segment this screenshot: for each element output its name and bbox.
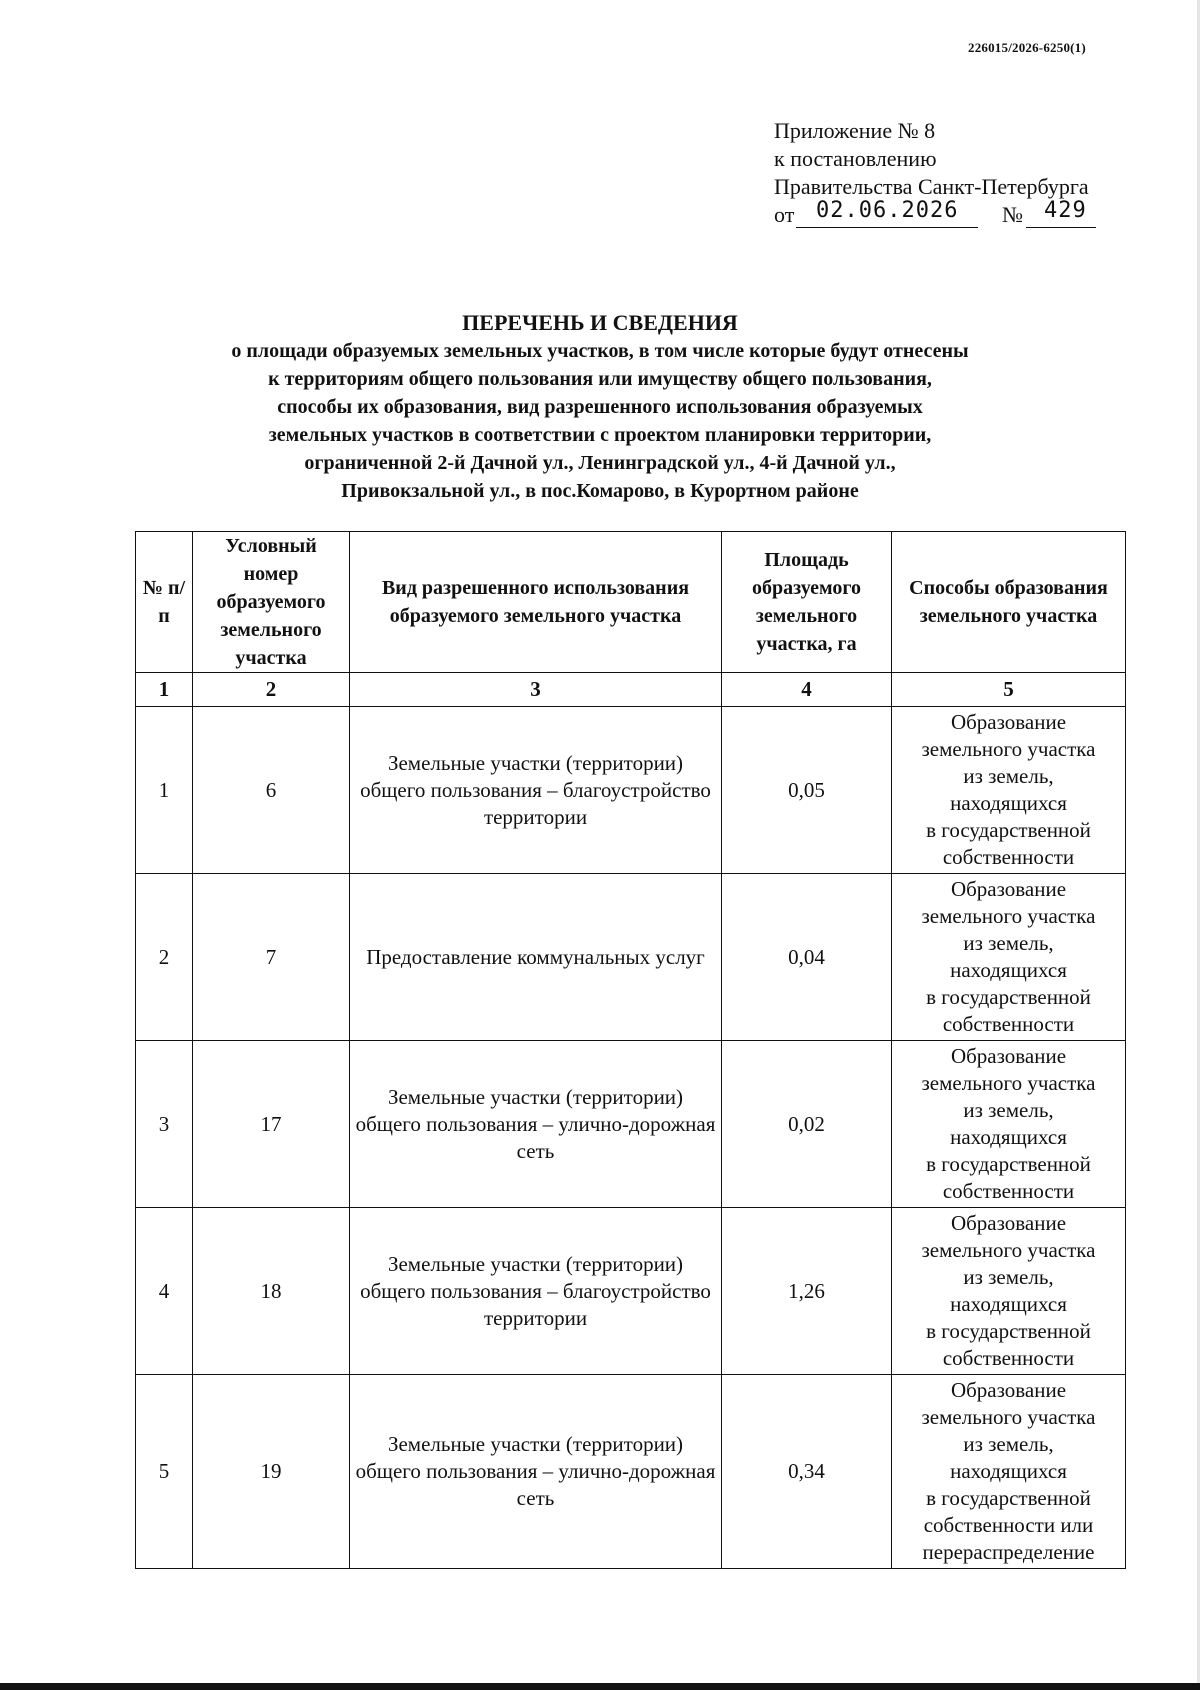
title-line: способы их образования, вид разрешенного использования образуемых [277, 396, 923, 418]
formation-method [892, 874, 1126, 1041]
method-line: собственности [942, 845, 1075, 869]
title-line: к территориям общего пользования или имуществу общего пользования, [268, 368, 932, 390]
permitted-use: Земельные участки (территории) общего пользования – благоустройство территории [350, 707, 722, 874]
title-line: Привокзальной ул., в пос.Комарово, в Курортном районе [341, 480, 859, 502]
method-line: земельного участка [921, 1405, 1096, 1429]
method-line: находящихся [950, 1125, 1067, 1149]
method-line: из земель, [963, 1432, 1054, 1456]
plot-code: 7 [193, 874, 350, 1041]
method-line: из земель, [963, 1098, 1054, 1122]
method-line: Образование [950, 1211, 1067, 1235]
document-title [130, 309, 1070, 505]
formation-method [892, 1208, 1126, 1375]
appendix-title: Приложение № 8 [774, 118, 936, 143]
decree-date-line [774, 198, 1174, 229]
table-header-row [136, 532, 1126, 673]
table-row [136, 1041, 1126, 1208]
method-line: в государственной [926, 1319, 1091, 1343]
plot-area: 0,05 [722, 707, 892, 874]
method-line: земельного участка [921, 737, 1096, 761]
plot-area: 1,26 [722, 1208, 892, 1375]
column-number-row [136, 673, 1126, 707]
method-line: Образование [950, 1378, 1067, 1402]
row-number: 3 [136, 1041, 193, 1208]
permitted-use: Предоставление коммунальных услуг [350, 874, 722, 1041]
method-line: Образование [950, 1044, 1067, 1068]
column-number: 1 [136, 673, 193, 707]
title-line: земельных участков в соответствии с проектом планировки территории, [268, 424, 932, 446]
table-row [136, 707, 1126, 874]
method-line: Образование [950, 877, 1067, 901]
row-number: 1 [136, 707, 193, 874]
method-line: в государственной [926, 1152, 1091, 1176]
formation-method [892, 707, 1126, 874]
plot-code: 19 [193, 1375, 350, 1569]
decree-number: 429 [1044, 198, 1087, 223]
method-line: из земель, [963, 764, 1054, 788]
formation-method [892, 1041, 1126, 1208]
method-line: в государственной [926, 1486, 1091, 1510]
table-row [136, 1375, 1126, 1569]
permitted-use: Земельные участки (территории) общего пользования – улично-дорожная сеть [350, 1041, 722, 1208]
method-line: земельного участка [921, 904, 1096, 928]
title-line: о площади образуемых земельных участков, в том числе которые будут отнесены [231, 340, 969, 362]
appendix-block [774, 117, 1174, 229]
method-line: перераспределение [922, 1540, 1095, 1564]
method-line: из земель, [963, 1265, 1054, 1289]
method-line: земельного участка [921, 1071, 1096, 1095]
method-line: в государственной [926, 818, 1091, 842]
method-line: собственности [942, 1346, 1075, 1370]
decree-date: 02.06.2026 [816, 198, 959, 223]
method-line: собственности или [923, 1513, 1094, 1537]
document-registration-number: 226015/2026-6250(1) [968, 40, 1086, 55]
method-line: находящихся [950, 791, 1067, 815]
column-number: 3 [350, 673, 722, 707]
plot-area: 0,04 [722, 874, 892, 1041]
row-number: 5 [136, 1375, 193, 1569]
header-area: Площадь образуемого земельного участка, га [722, 532, 892, 673]
date-underline [796, 227, 978, 228]
appendix-authority: Правительства Санкт-Петербурга [774, 174, 1089, 199]
header-row-number: № п/п [136, 532, 193, 673]
date-prefix: от [774, 202, 795, 227]
method-line: собственности [942, 1012, 1075, 1036]
table-row [136, 874, 1126, 1041]
permitted-use: Земельные участки (территории) общего пользования – улично-дорожная сеть [350, 1375, 722, 1569]
method-line: находящихся [950, 958, 1067, 982]
column-number: 5 [892, 673, 1126, 707]
number-underline [1026, 227, 1096, 228]
table-row [136, 1208, 1126, 1375]
method-line: Образование [950, 710, 1067, 734]
method-line: находящихся [950, 1459, 1067, 1483]
title-heading: ПЕРЕЧЕНЬ И СВЕДЕНИЯ [462, 310, 738, 335]
header-permitted-use: Вид разрешенного использования образуемого земельного участка [350, 532, 722, 673]
appendix-reference: к постановлению [774, 146, 937, 171]
plot-code: 6 [193, 707, 350, 874]
method-line: земельного участка [921, 1238, 1096, 1262]
method-line: находящихся [950, 1292, 1067, 1316]
title-line: ограниченной 2-й Дачной ул., Ленинградской ул., 4-й Дачной ул., [304, 452, 896, 474]
row-number: 4 [136, 1208, 193, 1375]
land-plots-table [135, 531, 1126, 1569]
scan-bottom-edge [0, 1683, 1200, 1690]
plot-area: 0,34 [722, 1375, 892, 1569]
permitted-use: Земельные участки (территории) общего пользования – благоустройство территории [350, 1208, 722, 1375]
formation-method [892, 1375, 1126, 1569]
column-number: 4 [722, 673, 892, 707]
method-line: из земель, [963, 931, 1054, 955]
column-number: 2 [193, 673, 350, 707]
header-formation-method: Способы образования земельного участка [892, 532, 1126, 673]
header-plot-code: Условный номер образуемого земельного участка [193, 532, 350, 673]
plot-code: 17 [193, 1041, 350, 1208]
plot-code: 18 [193, 1208, 350, 1375]
method-line: собственности [942, 1179, 1075, 1203]
row-number: 2 [136, 874, 193, 1041]
plot-area: 0,02 [722, 1041, 892, 1208]
method-line: в государственной [926, 985, 1091, 1009]
number-prefix: № [1002, 202, 1023, 227]
